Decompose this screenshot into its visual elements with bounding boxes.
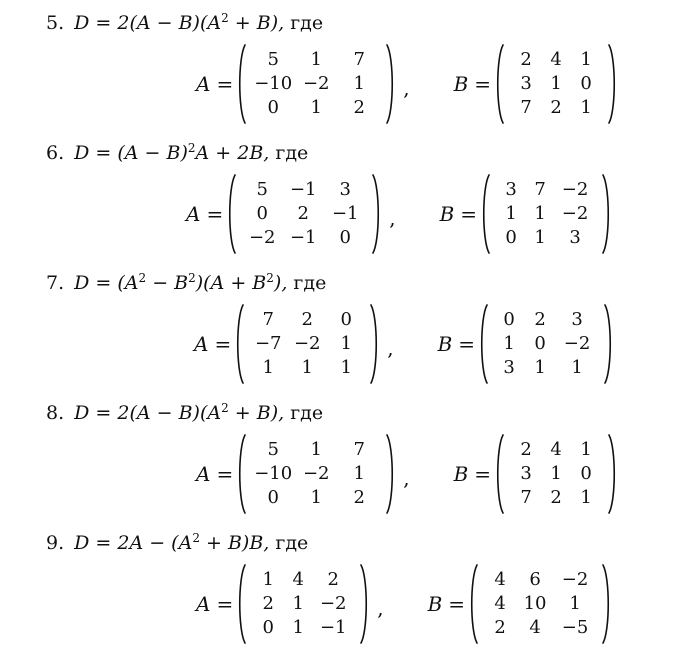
matrix-cell: 0 bbox=[267, 97, 279, 118]
matrix-b bbox=[479, 304, 613, 384]
matrix-row bbox=[196, 564, 611, 644]
matrix-cell: 4 bbox=[550, 439, 562, 460]
matrix-grid bbox=[237, 174, 371, 254]
matrix-cell: 7 bbox=[534, 179, 546, 200]
matrix-cell: 1 bbox=[569, 593, 581, 614]
left-paren-icon bbox=[495, 434, 505, 514]
matrix-cell: 0 bbox=[580, 73, 592, 94]
matrix-a-label bbox=[194, 332, 231, 356]
matrix-cell: 3 bbox=[569, 227, 581, 248]
matrix-cell: 0 bbox=[505, 227, 517, 248]
matrix-b bbox=[495, 434, 617, 514]
matrix-cell: 7 bbox=[353, 439, 365, 460]
right-paren-icon bbox=[607, 434, 617, 514]
matrix-cell: 3 bbox=[571, 309, 583, 330]
left-paren-icon bbox=[235, 304, 245, 384]
matrix-cell: 1 bbox=[292, 593, 304, 614]
formula-part: + B), bbox=[228, 12, 291, 34]
matrix-cell: 3 bbox=[503, 357, 515, 378]
matrix-cell: 4 bbox=[550, 49, 562, 70]
matrix-cell: 2 bbox=[550, 487, 562, 508]
where-word: где bbox=[290, 12, 324, 34]
formula-part: A + 2B, bbox=[195, 142, 276, 164]
matrix-cell: 2 bbox=[301, 309, 313, 330]
equals-sign: = bbox=[206, 202, 224, 226]
matrix-cell: 4 bbox=[494, 593, 506, 614]
matrix-a-label bbox=[196, 462, 233, 486]
matrix-grid bbox=[247, 434, 385, 514]
matrix-cell: 1 bbox=[353, 463, 365, 484]
right-paren-icon bbox=[369, 304, 379, 384]
matrix-a bbox=[227, 174, 381, 254]
formula-part: D = 2(A − B)(A bbox=[74, 12, 222, 34]
matrix-a-label bbox=[196, 592, 233, 616]
matrix-cell: 0 bbox=[503, 309, 515, 330]
matrix-row bbox=[196, 434, 617, 514]
matrix-cell: 3 bbox=[520, 463, 532, 484]
matrix-b-label bbox=[428, 592, 465, 616]
problem-heading bbox=[46, 10, 323, 36]
matrix-cell: 2 bbox=[520, 49, 532, 70]
matrix-cell: 1 bbox=[310, 97, 322, 118]
problem-number: 5. bbox=[46, 12, 65, 34]
formula-part: + B), bbox=[228, 402, 291, 424]
matrix-b-label bbox=[438, 332, 475, 356]
matrix-grid bbox=[489, 304, 603, 384]
matrix-name: B bbox=[439, 202, 455, 226]
matrix-cell: 2 bbox=[353, 487, 365, 508]
matrix-cell: 4 bbox=[529, 617, 541, 638]
matrix-cell: 0 bbox=[339, 227, 351, 248]
matrix-cell: −2 bbox=[561, 179, 589, 200]
where-word: где bbox=[293, 272, 327, 294]
matrix-cell: 2 bbox=[262, 593, 274, 614]
matrix-row bbox=[194, 304, 613, 384]
matrix-cell: 1 bbox=[292, 617, 304, 638]
matrix-cell: 0 bbox=[256, 203, 268, 224]
matrix-cell: 7 bbox=[520, 487, 532, 508]
matrix-cell: 6 bbox=[529, 569, 541, 590]
matrix-b-label bbox=[454, 462, 491, 486]
problem-heading bbox=[46, 140, 308, 166]
left-paren-icon bbox=[469, 564, 479, 644]
matrix-cell: 1 bbox=[550, 73, 562, 94]
left-paren-icon bbox=[227, 174, 237, 254]
right-paren-icon bbox=[607, 44, 617, 124]
matrix-cell: 1 bbox=[301, 357, 313, 378]
formula-exponent: 2 bbox=[266, 271, 274, 285]
matrix-cell: 2 bbox=[550, 97, 562, 118]
matrix-cell: 2 bbox=[534, 309, 546, 330]
equals-sign: = bbox=[474, 462, 492, 486]
formula-exponent: 2 bbox=[138, 271, 147, 285]
left-paren-icon bbox=[481, 174, 491, 254]
matrix-cell: 1 bbox=[262, 569, 274, 590]
equals-sign: = bbox=[216, 462, 234, 486]
matrix-cell: 1 bbox=[580, 49, 592, 70]
right-paren-icon bbox=[371, 174, 381, 254]
matrix-grid bbox=[247, 44, 385, 124]
matrix-a bbox=[237, 44, 395, 124]
matrix-name: B bbox=[437, 332, 453, 356]
formula-part: D = 2A − (A bbox=[74, 532, 193, 554]
matrix-cell: 1 bbox=[580, 439, 592, 460]
matrix-grid bbox=[505, 44, 607, 124]
matrix-a-label bbox=[196, 72, 233, 96]
matrix-b-label bbox=[454, 72, 491, 96]
problem-heading bbox=[46, 270, 326, 296]
matrix-cell: 1 bbox=[571, 357, 583, 378]
matrix-name: B bbox=[453, 462, 469, 486]
matrix-cell: 7 bbox=[353, 49, 365, 70]
where-word: где bbox=[290, 402, 324, 424]
formula-part: D = (A − B) bbox=[74, 142, 188, 164]
matrix-cell: 2 bbox=[353, 97, 365, 118]
formula-exponent: 2 bbox=[221, 11, 229, 25]
matrix-cell: 1 bbox=[340, 333, 352, 354]
matrix-b bbox=[495, 44, 617, 124]
right-paren-icon bbox=[601, 564, 611, 644]
formula-exponent: 2 bbox=[188, 271, 196, 285]
matrix-cell: 1 bbox=[503, 333, 515, 354]
matrix-b-label bbox=[440, 202, 477, 226]
problem-9 bbox=[0, 520, 699, 650]
matrix-name: A bbox=[186, 202, 201, 226]
matrix-cell: 1 bbox=[340, 357, 352, 378]
matrix-cell: −2 bbox=[319, 593, 347, 614]
matrix-b bbox=[469, 564, 611, 644]
right-paren-icon bbox=[601, 174, 611, 254]
matrix-cell: 0 bbox=[534, 333, 546, 354]
matrix-grid bbox=[505, 434, 607, 514]
matrix-cell: 0 bbox=[267, 487, 279, 508]
matrix-cell: 1 bbox=[580, 487, 592, 508]
matrix-cell: −1 bbox=[289, 227, 317, 248]
matrix-cell: 2 bbox=[297, 203, 309, 224]
matrix-cell: 0 bbox=[262, 617, 274, 638]
where-word: где bbox=[275, 142, 309, 164]
matrix-cell: −1 bbox=[289, 179, 317, 200]
matrix-cell: 3 bbox=[339, 179, 351, 200]
matrix-a-label bbox=[186, 202, 223, 226]
matrix-cell: −2 bbox=[561, 203, 589, 224]
formula-part: ), bbox=[273, 272, 294, 294]
matrix-name: A bbox=[194, 332, 209, 356]
matrix-cell: 2 bbox=[494, 617, 506, 638]
matrix-cell: 0 bbox=[580, 463, 592, 484]
comma: , bbox=[403, 76, 410, 100]
matrix-a bbox=[235, 304, 379, 384]
matrix-cell: 2 bbox=[327, 569, 339, 590]
matrix-cell: 1 bbox=[534, 227, 546, 248]
matrix-b bbox=[481, 174, 611, 254]
matrix-grid bbox=[479, 564, 601, 644]
matrix-cell: 7 bbox=[262, 309, 274, 330]
formula-exponent: 2 bbox=[221, 401, 229, 415]
matrix-name: A bbox=[196, 462, 211, 486]
equals-sign: = bbox=[216, 592, 234, 616]
right-paren-icon bbox=[385, 44, 395, 124]
problem-number: 6. bbox=[46, 142, 65, 164]
matrix-a bbox=[237, 434, 395, 514]
matrix-cell: 1 bbox=[262, 357, 274, 378]
formula-part: D = (A bbox=[74, 272, 139, 294]
matrix-row bbox=[196, 44, 617, 124]
matrix-cell: 1 bbox=[550, 463, 562, 484]
problem-7 bbox=[0, 260, 699, 390]
equals-sign: = bbox=[474, 72, 492, 96]
matrix-name: B bbox=[453, 72, 469, 96]
matrix-cell: −1 bbox=[331, 203, 359, 224]
equals-sign: = bbox=[458, 332, 476, 356]
comma: , bbox=[403, 466, 410, 490]
formula-part: D = 2(A − B)(A bbox=[74, 402, 222, 424]
matrix-name: B bbox=[427, 592, 443, 616]
problem-heading bbox=[46, 400, 323, 426]
matrix-cell: 2 bbox=[520, 439, 532, 460]
matrix-cell: 10 bbox=[523, 593, 547, 614]
matrix-row bbox=[186, 174, 611, 254]
matrix-grid bbox=[247, 564, 359, 644]
matrix-cell: −2 bbox=[563, 333, 591, 354]
matrix-cell: −5 bbox=[561, 617, 589, 638]
matrix-cell: 4 bbox=[292, 569, 304, 590]
equals-sign: = bbox=[216, 72, 234, 96]
formula-part: )(A + B bbox=[195, 272, 267, 294]
comma: , bbox=[389, 206, 396, 230]
problem-number: 9. bbox=[46, 532, 65, 554]
matrix-a bbox=[237, 564, 369, 644]
right-paren-icon bbox=[603, 304, 613, 384]
comma: , bbox=[377, 596, 384, 620]
problem-6 bbox=[0, 130, 699, 260]
where-word: где bbox=[275, 532, 309, 554]
matrix-cell: 1 bbox=[534, 357, 546, 378]
left-paren-icon bbox=[479, 304, 489, 384]
formula-part: + B)B, bbox=[199, 532, 276, 554]
equals-sign: = bbox=[460, 202, 478, 226]
matrix-cell: −2 bbox=[248, 227, 276, 248]
matrix-cell: −7 bbox=[254, 333, 282, 354]
matrix-cell: 3 bbox=[520, 73, 532, 94]
formula-part: − B bbox=[146, 272, 189, 294]
formula-exponent: 2 bbox=[187, 141, 196, 155]
matrix-cell: 1 bbox=[534, 203, 546, 224]
left-paren-icon bbox=[495, 44, 505, 124]
matrix-name: A bbox=[196, 72, 211, 96]
matrix-cell: 1 bbox=[310, 439, 322, 460]
problem-5 bbox=[0, 0, 699, 130]
matrix-cell: −2 bbox=[302, 73, 330, 94]
right-paren-icon bbox=[359, 564, 369, 644]
left-paren-icon bbox=[237, 44, 247, 124]
problem-number: 8. bbox=[46, 402, 65, 424]
matrix-cell: 1 bbox=[353, 73, 365, 94]
matrix-grid bbox=[491, 174, 601, 254]
matrix-cell: −10 bbox=[254, 463, 293, 484]
formula-exponent: 2 bbox=[192, 531, 200, 545]
matrix-cell: −2 bbox=[293, 333, 321, 354]
problem-number: 7. bbox=[46, 272, 65, 294]
matrix-cell: 4 bbox=[494, 569, 506, 590]
matrix-cell: 1 bbox=[310, 49, 322, 70]
problem-heading bbox=[46, 530, 308, 556]
problem-8 bbox=[0, 390, 699, 520]
comma: , bbox=[387, 336, 394, 360]
matrix-cell: 5 bbox=[256, 179, 268, 200]
equals-sign: = bbox=[448, 592, 466, 616]
matrix-cell: −10 bbox=[254, 73, 293, 94]
matrix-cell: 1 bbox=[310, 487, 322, 508]
matrix-cell: 7 bbox=[520, 97, 532, 118]
matrix-cell: −2 bbox=[302, 463, 330, 484]
matrix-cell: −1 bbox=[319, 617, 347, 638]
matrix-cell: 0 bbox=[340, 309, 352, 330]
matrix-cell: 1 bbox=[505, 203, 517, 224]
right-paren-icon bbox=[385, 434, 395, 514]
matrix-cell: −2 bbox=[561, 569, 589, 590]
matrix-name: A bbox=[196, 592, 211, 616]
matrix-cell: 5 bbox=[267, 49, 279, 70]
left-paren-icon bbox=[237, 434, 247, 514]
matrix-cell: 3 bbox=[505, 179, 517, 200]
matrix-grid bbox=[245, 304, 369, 384]
matrix-cell: 1 bbox=[580, 97, 592, 118]
left-paren-icon bbox=[237, 564, 247, 644]
equals-sign: = bbox=[214, 332, 232, 356]
matrix-cell: 5 bbox=[267, 439, 279, 460]
